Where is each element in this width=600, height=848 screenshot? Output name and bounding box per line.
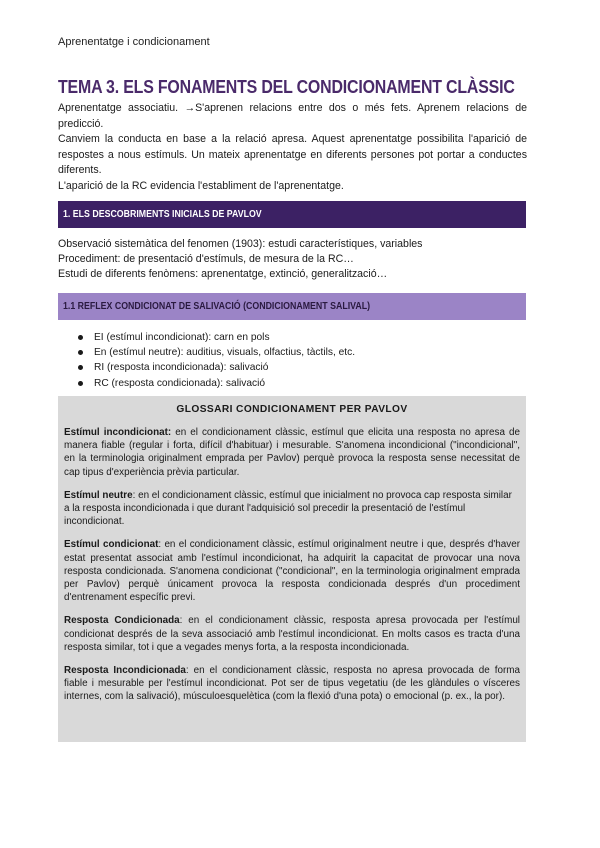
glossary-definition: : en el condicionament clàssic, estímul originalment neutre i que, després d'haver estat presentat associat amb l'estímul incondicionat, ha adquirit la capacitat de provocar una nova resposta condicionada. S'anomena condicionat ("condicional", en la terminologia originalment emprada per Pavlov) perquè únicament provoca la resposta condicionada després d'un procediment d'entrenament específic previ. <box>64 539 520 604</box>
running-header: Aprenentatge i condicionament <box>58 36 210 48</box>
glossary-definition: : en el condicionament clàssic, resposta apresa provocada per l'estímul condicionat després de la seva associació amb l'estímul incondicionat. En molts casos es tracta d'una resposta similar, tot i que a vegades menys forta, a la resposta incondicionada. <box>64 615 521 653</box>
list-item: En (estímul neutre): auditius, visuals, olfactius, tàctils, etc. <box>78 345 355 360</box>
glossary-definition: : en el condicionament clàssic, resposta no apresa provocada de forma fiable i mesurable per l'estímul incondicionat. Pot ser de tipus vegetatiu (de les glàndules o vísceres internes, com la salivació), músculoesquelètica (com la flexió d'una pota) o emocional (p. ex., la por). <box>64 665 520 703</box>
glossary-box <box>58 396 526 742</box>
observation-line: Procediment: de presentació d'estímuls, de mesura de la RC… <box>58 253 354 266</box>
subsection-heading-salivation <box>58 293 526 320</box>
glossary-term: Resposta Incondicionada <box>64 665 186 677</box>
intro-text <box>58 101 527 194</box>
list-item: RI (resposta incondicionada): salivació <box>78 360 355 375</box>
section-heading-pavlov <box>58 201 526 228</box>
intro-paragraph: Aprenentatge associatiu. →S'aprenen relacions entre dos o més fets. Aprenem relacions de predicció. <box>58 102 527 130</box>
list-item: EI (estímul incondicionat): carn en pols <box>78 330 355 345</box>
intro-paragraph: Canviem la conducta en base a la relació apresa. Aquest aprenentatge possibilita l'aparició de respostes a nous estímuls. Un mateix aprenentatge en diferents persones pot portar a conductes diferents. <box>58 133 527 176</box>
glossary-entry <box>64 489 520 529</box>
page-title: TEMA 3. ELS FONAMENTS DEL CONDICIONAMENT CLÀSSIC <box>58 76 515 97</box>
subsection-heading-label: 1.1 REFLEX CONDICIONAT DE SALIVACIÓ (CONDICIONAMENT SALIVAL) <box>63 301 371 312</box>
glossary-term: Estímul neutre <box>64 489 133 501</box>
pavlov-observations <box>58 237 527 283</box>
glossary-title: GLOSSARI CONDICIONAMENT PER PAVLOV <box>176 404 408 415</box>
glossary-entry <box>64 664 520 704</box>
observation-line: Observació sistemàtica del fenomen (1903): estudi característiques, variables <box>58 238 423 250</box>
intro-paragraph: L'aparició de la RC evidencia l'establiment de l'aprenentatge. <box>58 179 344 192</box>
glossary-term: Estímul condicionat <box>64 539 159 551</box>
stimulus-list <box>78 330 355 391</box>
section-heading-label: 1. ELS DESCOBRIMENTS INICIALS DE PAVLOV <box>63 209 262 220</box>
glossary-entry <box>64 614 520 654</box>
glossary-definition: en el condicionament clàssic, estímul que elicita una resposta no apresa de manera fiable (regular i forta, difícil d'habituar) i mesurable. S'anomena incondicional ("incondicional", en la terminologia originalment emprada per Pavlov) perquè provoca la resposta sense necessitat de cap tipus d'experiència prèvia particular. <box>64 427 520 478</box>
list-item: RC (resposta condicionada): salivació <box>78 376 355 391</box>
glossary-entry <box>64 426 520 479</box>
glossary-definition: : en el condicionament clàssic, estímul que inicialment no provoca cap resposta similar a la resposta incondicionada i que durant l'adquisició sol precedir la presentació de l'estímul incondicionat. <box>64 489 512 528</box>
glossary-term: Estímul incondicionat: <box>64 427 172 438</box>
glossary-term: Resposta Condicionada <box>64 615 180 627</box>
glossary-entry <box>64 538 520 604</box>
observation-line: Estudi de diferents fenòmens: aprenentatge, extinció, generalització… <box>58 268 388 281</box>
